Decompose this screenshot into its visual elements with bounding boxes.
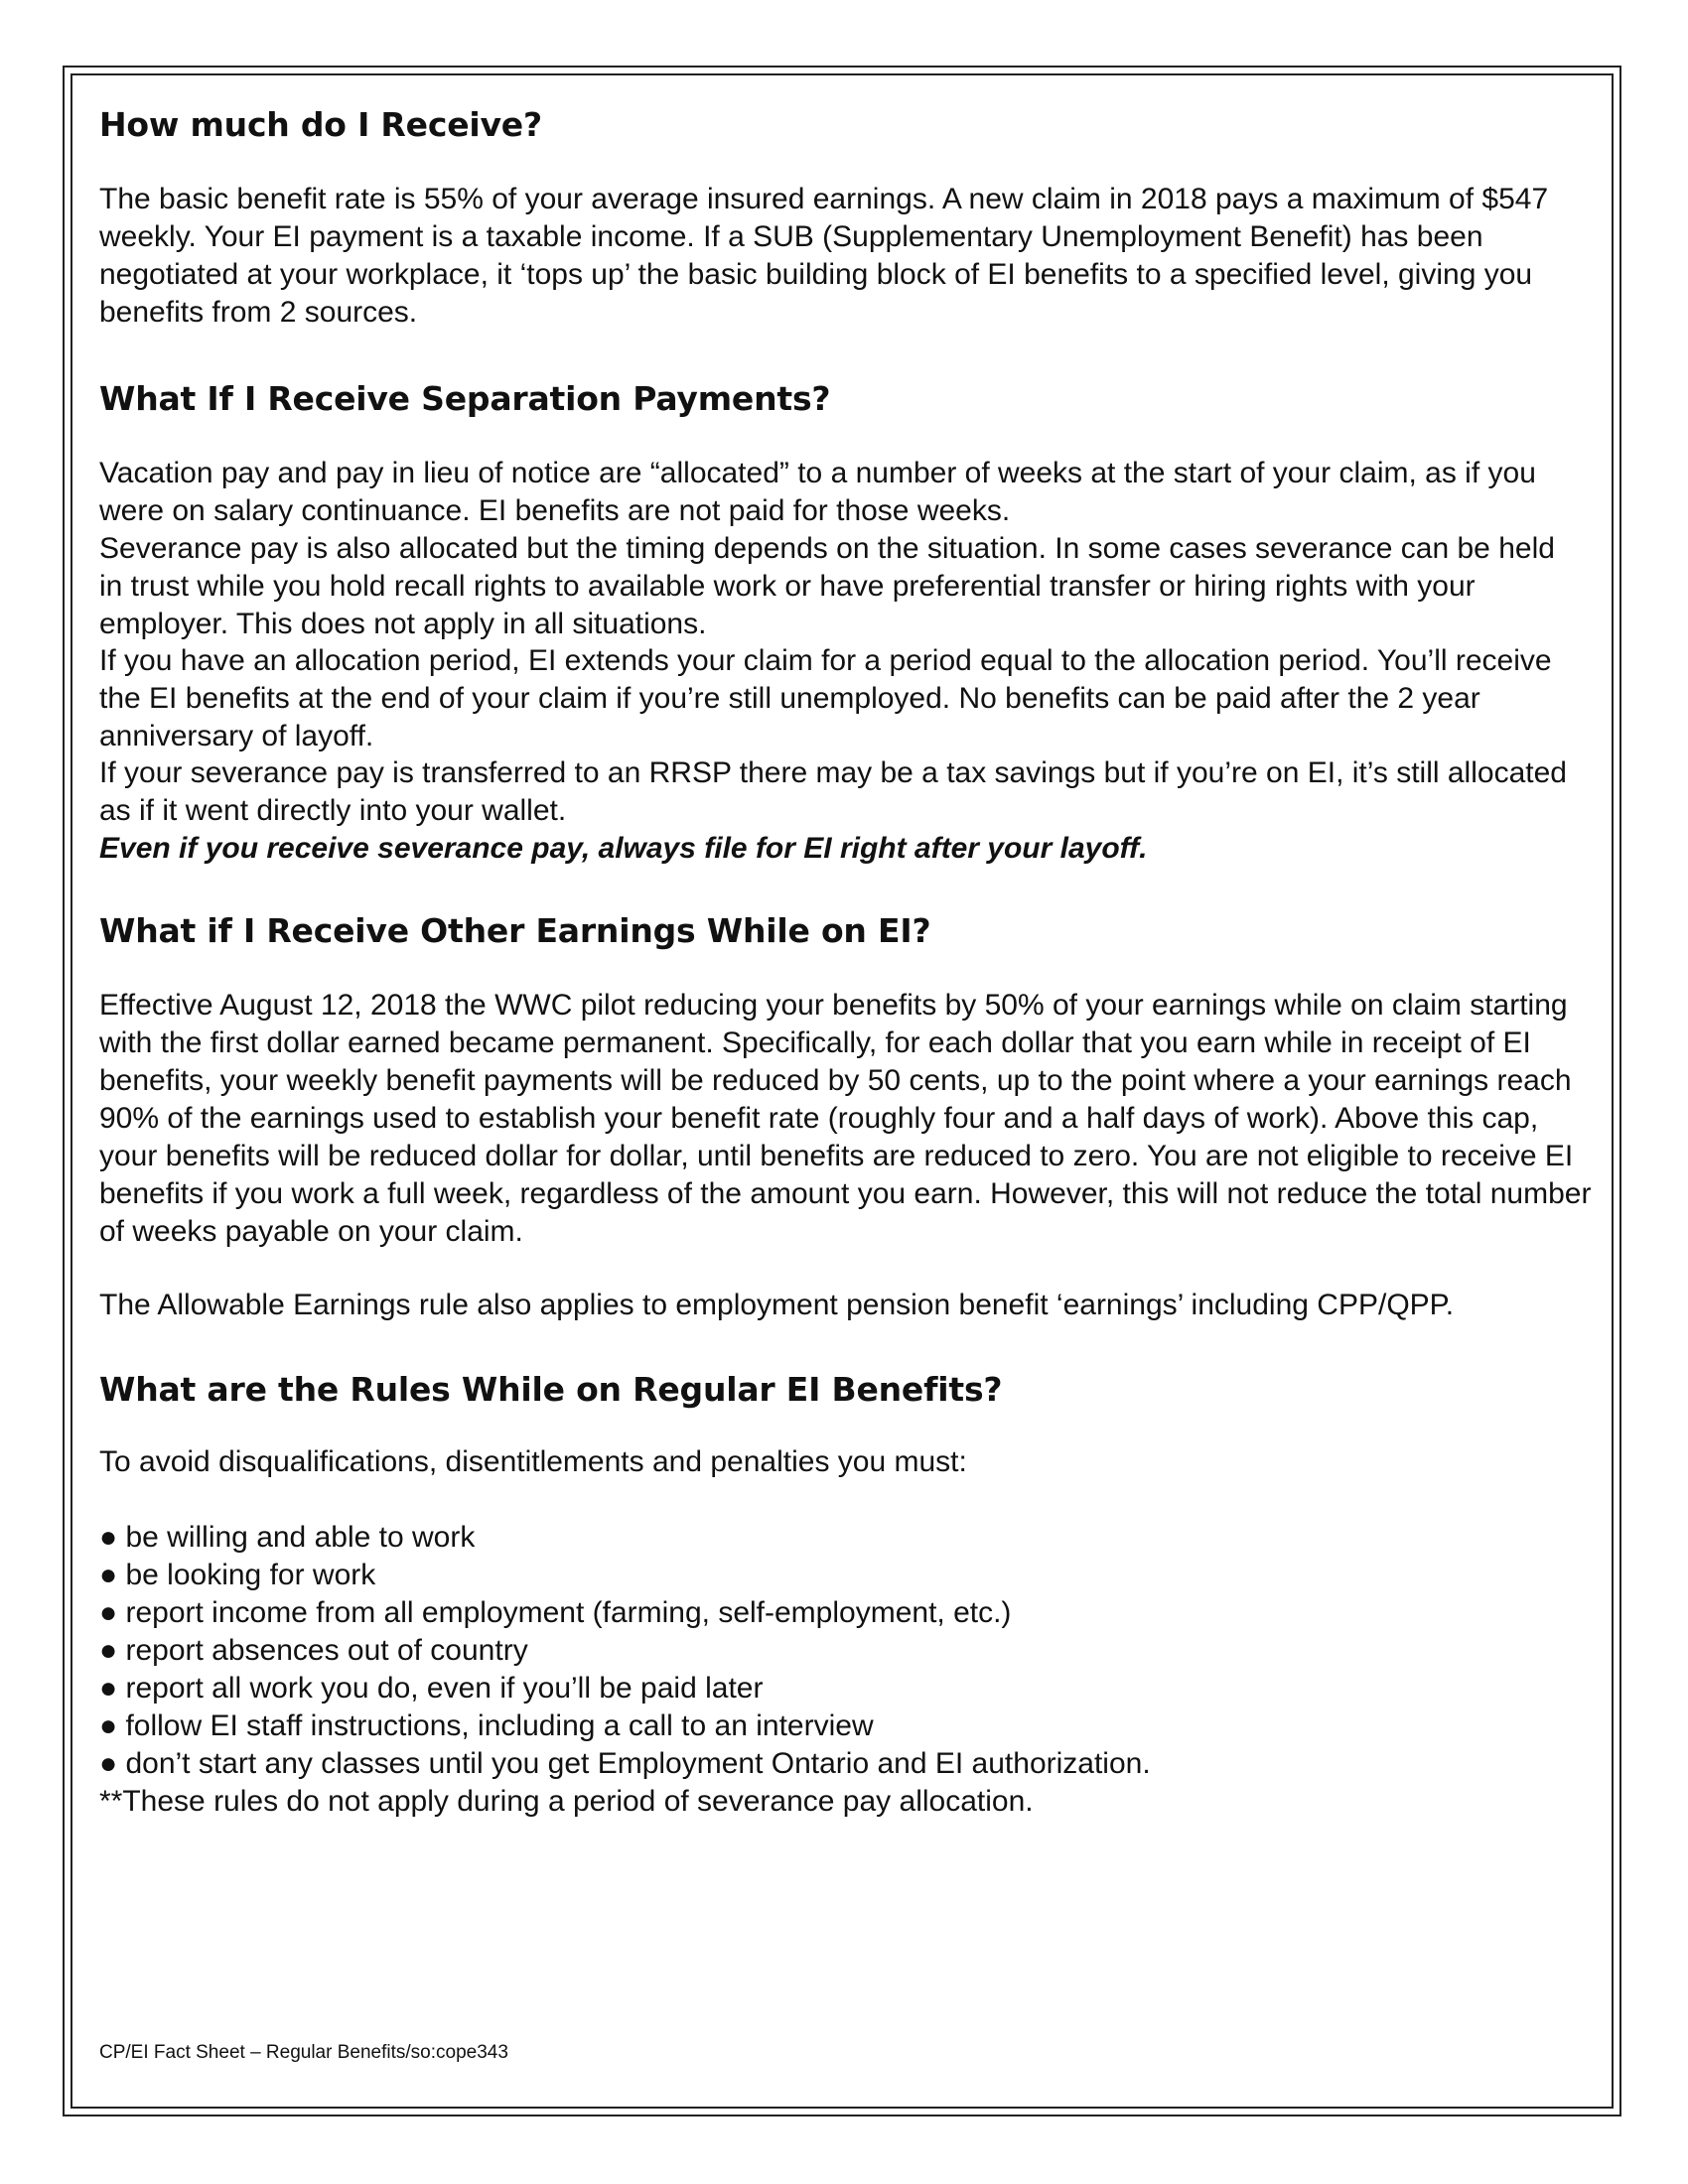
paragraph-allocation-period: If you have an allocation period, EI extends your claim for a period equal to the allocation period. You’ll receive the EI benefits at the end of your claim if you’re still unemployed. No benefits can be paid after the 2 year anniversary of layoff. [99,644,1552,752]
list-item: ● report absences out of country [99,1634,528,1667]
footer-reference: CP/EI Fact Sheet – Regular Benefits/so:cope343 [99,2042,508,2063]
heading-how-much: How much do I Receive? [99,105,542,144]
paragraph-benefit-rate: The basic benefit rate is 55% of your average insured earnings. A new claim in 2018 pays a maximum of $547 weekly. Your EI payment is a taxable income. If a SUB (Supplementary Unemployment Benefit) has been negotiated at your workplace, it ‘tops up’ the basic building block of EI benefits to a specified level, giving you benefits from 2 sources. [99,183,1549,329]
heading-separation-payments: What If I Receive Separation Payments? [99,379,831,418]
rules-list [99,1519,1599,1821]
list-item: ● report all work you do, even if you’ll be paid later [99,1672,764,1705]
list-item: ● report income from all employment (farming, self-employment, etc.) [99,1596,1012,1629]
paragraph-wwc-pilot: Effective August 12, 2018 the WWC pilot reducing your benefits by 50% of your earnings while on claim starting with the first dollar earned became permanent. Specifically, for each dollar that you earn while in receipt of EI benefits, your weekly benefit payments will be reduced by 50 cents, up to the point where a your earnings reach 90% of the earnings used to establish your benefit rate (roughly four and a half days of work). Above this cap, your benefits will be reduced dollar for dollar, until benefits are reduced to zero. You are not eligible to receive EI benefits if you work a full week, regardless of the amount you earn. However, this will not reduce the total number of weeks payable on your claim. [99,989,1592,1248]
paragraph-rules-intro: To avoid disqualifications, disentitlements and penalties you must: [99,1445,967,1478]
paragraph-severance-pay: Severance pay is also allocated but the timing depends on the situation. In some cases severance can be held in trust while you hold recall rights to available work or have preferential transfer or hiring rights with your employer. This does not apply in all situations. [99,532,1555,640]
paragraph-allowable-earnings: The Allowable Earnings rule also applies to employment pension benefit ‘earnings’ including CPP/QPP. [99,1289,1455,1321]
emphasis-file-for-ei: Even if you receive severance pay, always file for EI right after your layoff. [99,832,1148,865]
list-item: ● be looking for work [99,1559,376,1591]
list-item: ● follow EI staff instructions, including a call to an interview [99,1709,874,1742]
heading-rules: What are the Rules While on Regular EI Benefits? [99,1370,1003,1409]
list-item: ● be willing and able to work [99,1521,476,1554]
heading-other-earnings: What if I Receive Other Earnings While on EI? [99,911,931,950]
rules-note: **These rules do not apply during a period of severance pay allocation. [99,1785,1034,1818]
paragraph-vacation-pay: Vacation pay and pay in lieu of notice are “allocated” to a number of weeks at the start of your claim, as if you were on salary continuance. EI benefits are not paid for those weeks. [99,457,1536,527]
paragraph-rrsp: If your severance pay is transferred to an RRSP there may be a tax savings but if you’re on EI, it’s still allocated as if it went directly into your wallet. [99,756,1567,827]
list-item: ● don’t start any classes until you get Employment Ontario and EI authorization. [99,1747,1151,1780]
